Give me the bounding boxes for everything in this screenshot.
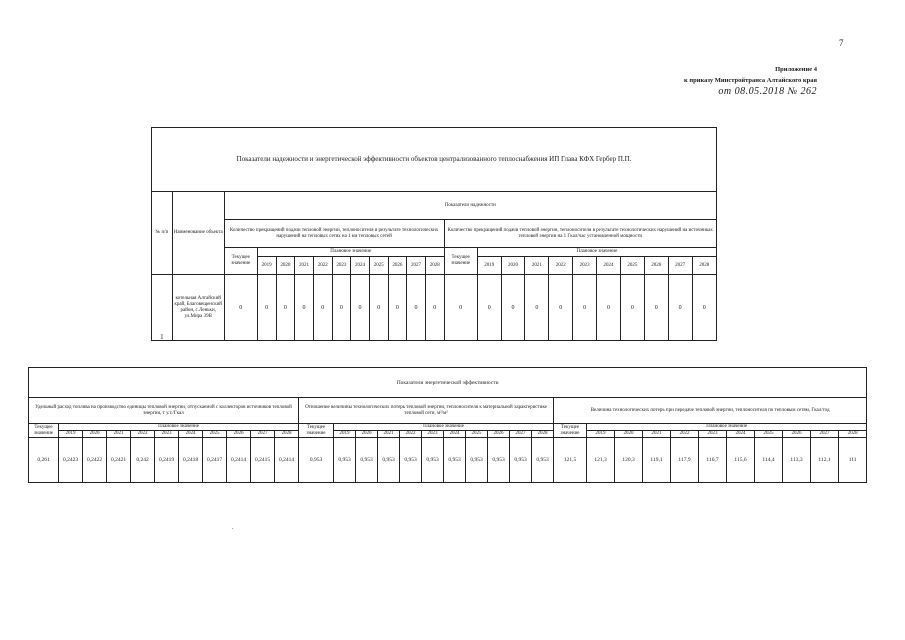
- year-cell: 2027: [251, 431, 275, 438]
- value-cell: 0,2415: [251, 438, 275, 483]
- row-object-name: котельная Алтайский край, Благовещенский район, с.Леньки, ул.Мира 39В: [172, 275, 224, 341]
- value-cell: 0,953: [466, 438, 488, 483]
- value-cell: 113,3: [783, 438, 811, 483]
- year-cell: 2028: [425, 257, 444, 275]
- year-cell: 2026: [388, 257, 407, 275]
- value-cell: 0,2417: [203, 438, 227, 483]
- year-cell: 2027: [510, 431, 532, 438]
- current-value-header-b: Текущее значение: [299, 424, 334, 438]
- energy-efficiency-table: [28, 367, 867, 483]
- current-value-header-1: Текущее значение: [224, 248, 257, 275]
- value-cell: 114,4: [755, 438, 783, 483]
- year-cell: 2025: [755, 431, 783, 438]
- value-cell: 0: [573, 275, 597, 341]
- year-cell: 2024: [179, 431, 203, 438]
- year-cell: 2028: [839, 431, 867, 438]
- year-cell: 2024: [597, 257, 621, 275]
- year-cell: 2023: [699, 431, 727, 438]
- year-cell: 2019: [334, 431, 356, 438]
- year-cell: 2026: [227, 431, 251, 438]
- planned-value-header-c: Плановое значение: [587, 424, 867, 431]
- current-value-header-a: Текущее значение: [29, 424, 59, 438]
- year-cell: 2027: [668, 257, 692, 275]
- current-value-header-c: Текущее значение: [554, 424, 587, 438]
- value-cell: 0: [407, 275, 426, 341]
- value-cell: 0: [295, 275, 314, 341]
- year-cell: 2021: [525, 257, 549, 275]
- value-cell: 0: [525, 275, 549, 341]
- appendix-order: к приказу Минстройтранса Алтайского края: [683, 77, 817, 84]
- current-value-header-2: Текущее значение: [444, 248, 477, 275]
- value-cell: 121,5: [554, 438, 587, 483]
- year-cell: 2023: [155, 431, 179, 438]
- table-row: [152, 275, 717, 341]
- value-cell: 0: [692, 275, 717, 341]
- year-cell: 2019: [59, 431, 83, 438]
- network-interruptions-header: Количество прекращений подачи тепловой энергии, теплоносителя в результате технологических нарушений на тепловых сетях на 1 км тепловых сетей: [224, 220, 444, 248]
- value-cell: 0,2414: [275, 438, 299, 483]
- value-cell: 116,7: [699, 438, 727, 483]
- planned-value-header-1: Плановое значение: [257, 248, 444, 257]
- loss-ratio-header: Отношение величины технологических потерь тепловой энергии, теплоносителя к материальной характеристике тепловой сети, м²/м²: [299, 398, 554, 424]
- scan-mark: .: [232, 525, 234, 531]
- year-cell: 2027: [407, 257, 426, 275]
- value-cell: 0,953: [422, 438, 444, 483]
- year-cell: 2023: [332, 257, 351, 275]
- value-cell: 0: [444, 275, 477, 341]
- year-cell: 2022: [313, 257, 332, 275]
- value-cell: 119,1: [643, 438, 671, 483]
- value-cell: 120,3: [615, 438, 643, 483]
- planned-value-header-2: Плановое значение: [477, 248, 716, 257]
- year-cell: 2021: [295, 257, 314, 275]
- year-cell: 2022: [671, 431, 699, 438]
- year-cell: 2021: [643, 431, 671, 438]
- year-cell: 2028: [275, 431, 299, 438]
- year-cell: 2020: [501, 257, 525, 275]
- value-cell: 0: [332, 275, 351, 341]
- year-cell: 2026: [644, 257, 668, 275]
- year-cell: 2022: [549, 257, 573, 275]
- year-cell: 2020: [356, 431, 378, 438]
- value-cell: 0: [388, 275, 407, 341]
- value-cell: 0,953: [510, 438, 532, 483]
- value-cell: 0,2418: [179, 438, 203, 483]
- value-cell: 0: [276, 275, 295, 341]
- value-cell: 0,953: [299, 438, 334, 483]
- value-cell: 0: [597, 275, 621, 341]
- table2-title: Показатели энергетической эффективности: [29, 368, 867, 398]
- value-cell: 115,6: [727, 438, 755, 483]
- value-cell: 0: [369, 275, 388, 341]
- year-cell: 2026: [783, 431, 811, 438]
- year-cell: 2024: [444, 431, 466, 438]
- table-row: [29, 438, 867, 483]
- value-cell: 0,953: [488, 438, 510, 483]
- value-cell: 121,3: [587, 438, 615, 483]
- value-cell: 111: [839, 438, 867, 483]
- year-cell: 2025: [203, 431, 227, 438]
- value-cell: 0: [668, 275, 692, 341]
- year-cell: 2022: [131, 431, 155, 438]
- col-object-name-header: Наименование объекта: [172, 192, 224, 275]
- value-cell: 0: [549, 275, 573, 341]
- value-cell: 0,953: [356, 438, 378, 483]
- page-number: 7: [839, 38, 844, 48]
- appendix-title: Приложение 4: [775, 66, 817, 73]
- table2-year-row: [29, 431, 867, 438]
- value-cell: 0,2423: [59, 438, 83, 483]
- table1-title: Показатели надежности и энергетической эффективности объектов централизованного теплоснабжения ИП Глава КФХ Гербер П.П.: [152, 128, 717, 192]
- value-cell: 0: [644, 275, 668, 341]
- planned-value-header-a: Плановое значение: [59, 424, 299, 431]
- appendix-date: от 08.05.2018 № 262: [718, 86, 817, 97]
- appendix-header: [684, 64, 817, 97]
- year-cell: 2019: [477, 257, 501, 275]
- value-cell: 0,953: [378, 438, 400, 483]
- year-cell: 2027: [811, 431, 839, 438]
- value-cell: 0,2422: [83, 438, 107, 483]
- fuel-rate-header: Удельный расход топлива на производство единицы тепловой энергии, отпускаемой с коллекторов источников тепловой энергии, т у.т./Гкал: [29, 398, 299, 424]
- year-cell: 2024: [727, 431, 755, 438]
- value-cell: 0,953: [334, 438, 356, 483]
- year-cell: 2021: [107, 431, 131, 438]
- year-cell: 2026: [488, 431, 510, 438]
- year-cell: 2025: [466, 431, 488, 438]
- year-cell: 2021: [378, 431, 400, 438]
- year-cell: 2023: [573, 257, 597, 275]
- value-cell: 0: [257, 275, 276, 341]
- value-cell: 117,9: [671, 438, 699, 483]
- planned-value-header-b: Плановое значение: [334, 424, 554, 431]
- reliability-table: [151, 127, 717, 341]
- value-cell: 0: [224, 275, 257, 341]
- value-cell: 0: [501, 275, 525, 341]
- col-number-header: № п/п: [152, 192, 173, 275]
- value-cell: 0: [477, 275, 501, 341]
- value-cell: 0,953: [532, 438, 554, 483]
- year-cell: 2028: [692, 257, 717, 275]
- year-cell: 2025: [369, 257, 388, 275]
- value-cell: 0: [620, 275, 644, 341]
- year-cell: 2020: [276, 257, 295, 275]
- value-cell: 0: [425, 275, 444, 341]
- heat-loss-header: Величина технологических потерь при передаче тепловой энергии, теплоносителя по тепловым сетям, Гкал/год: [554, 398, 867, 424]
- reliability-group-header: Показатели надежности: [224, 192, 716, 220]
- year-cell: 2020: [83, 431, 107, 438]
- value-cell: 0,261: [29, 438, 59, 483]
- value-cell: 112,1: [811, 438, 839, 483]
- year-cell: 2028: [532, 431, 554, 438]
- value-cell: 0,2421: [107, 438, 131, 483]
- year-cell: 2022: [400, 431, 422, 438]
- year-cell: 2019: [587, 431, 615, 438]
- value-cell: 0,953: [444, 438, 466, 483]
- year-cell: 2025: [620, 257, 644, 275]
- year-cell: 2023: [422, 431, 444, 438]
- value-cell: 0: [351, 275, 370, 341]
- value-cell: 0,2414: [227, 438, 251, 483]
- value-cell: 0,953: [400, 438, 422, 483]
- row-number: 1: [152, 275, 173, 341]
- value-cell: 0: [313, 275, 332, 341]
- value-cell: 0,242: [131, 438, 155, 483]
- year-cell: 2024: [351, 257, 370, 275]
- source-interruptions-header: Количество прекращений подачи тепловой энергии, теплоносителя в результате технологических нарушений на источниках тепловой энергии на 1 Гкал/час установленной мощности: [444, 220, 716, 248]
- year-cell: 2019: [257, 257, 276, 275]
- value-cell: 0,2419: [155, 438, 179, 483]
- year-cell: 2020: [615, 431, 643, 438]
